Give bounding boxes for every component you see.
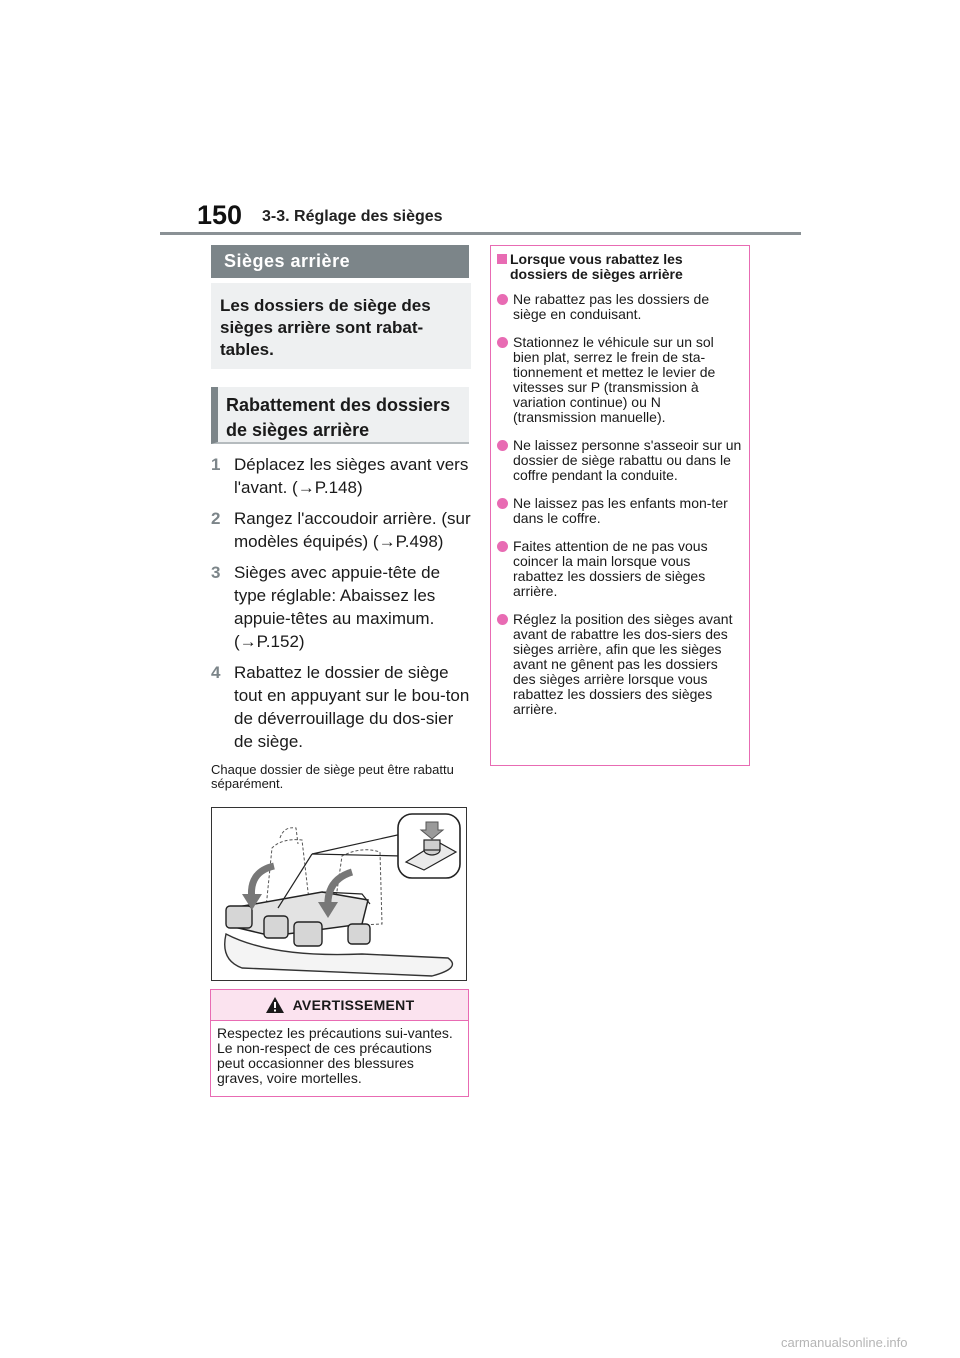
list-item-text: Faites attention de ne pas vous coincer la main lorsque vous rabattez les dossiers de sièges arrière. [513,538,708,599]
list-item [497,612,743,717]
subheading: Rabattement des dossiers de sièges arrière [211,387,469,444]
step-number: 4 [211,663,221,682]
intro-box: Les dossiers de siège des sièges arrière sont rabat-tables. [211,283,471,369]
warning-title: AVERTISSEMENT [292,997,415,1013]
step-text: Sièges avec appuie-tête de type réglable: Abaissez les appuie-têtes au maximum. (→P.152) [234,563,441,651]
list-item-text: Stationnez le véhicule sur un sol bien plat, serrez le frein de sta-tionnement et mettez le levier de vitesses sur P (transmission à variation continue) ou N (transmission manuelle). [513,334,716,425]
warning-triangle-icon [265,996,285,1014]
rear-seat-illustration [211,807,467,981]
step-text: Rabattez le dossier de siège tout en appuyant sur le bou-ton de déverrouillage du dos-sier de siège. [234,663,470,751]
steps-list [211,453,473,761]
step-number: 2 [211,509,221,528]
step-item [211,561,473,653]
list-item-text: Ne rabattez pas les dossiers de siège en conduisant. [513,291,710,322]
list-item [497,335,743,425]
bullet-icon [497,541,508,552]
warning-box [210,989,469,1097]
list-item-text: Réglez la position des sièges avant avant de rabattre les dos-siers des sièges arrière, afin que les sièges avant ne gênent pas les dossiers des sièges arrière lorsque vous rabattez les dossiers des sièges arrière. [513,611,733,717]
precautions-heading [497,252,743,282]
list-item [497,438,743,483]
bullet-icon [497,498,508,509]
step-number: 1 [211,455,221,474]
seat-folding-drawing [212,808,466,980]
warning-text: Respectez les précautions sui-vantes. Le non-respect de ces précautions peut occasionner des blessures graves, voire mortelles. [217,1025,453,1086]
list-item-text: Ne laissez personne s'asseoir sur un dossier de siège rabattu ou dans le coffre pendant la conduite. [513,437,742,483]
square-bullet-icon [497,254,507,264]
step-item [211,453,473,499]
step-item [211,661,473,753]
warning-header [211,990,468,1021]
watermark: carmanualsonline.info [781,1335,908,1350]
list-item-text: Ne laissez pas les enfants mon-ter dans le coffre. [513,495,728,526]
bullet-icon [497,337,508,348]
list-item [497,496,743,526]
step-item [211,507,473,553]
section-banner: Sièges arrière [211,245,469,278]
header-rule [160,232,801,235]
step-text: Rangez l'accoudoir arrière. (sur modèles équipés) (→P.498) [234,509,471,551]
list-item [497,539,743,599]
bullet-icon [497,614,508,625]
page-number: 150 [197,200,243,230]
bullet-icon [497,440,508,451]
section-title: 3-3. Réglage des sièges [262,208,443,225]
step-text: Déplacez les sièges avant vers l'avant. (→P.148) [234,455,469,497]
list-item [497,292,743,322]
step-number: 3 [211,563,221,582]
note-text: Chaque dossier de siège peut être rabattu séparément. [211,762,454,791]
bullet-icon [497,294,508,305]
precautions-box [490,245,750,766]
precautions-heading-text: Lorsque vous rabattez les dossiers de sièges arrière [510,251,683,282]
